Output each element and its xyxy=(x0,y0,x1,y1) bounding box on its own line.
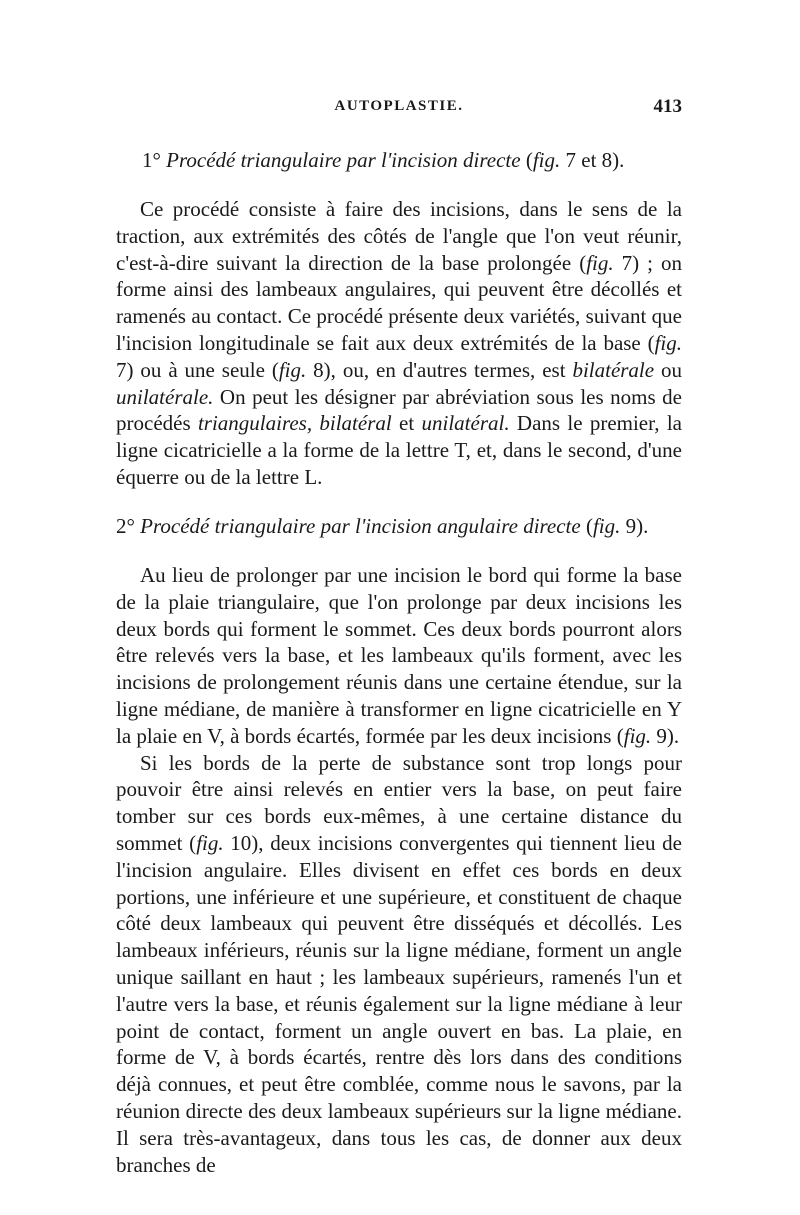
page-header xyxy=(116,98,682,122)
running-head: AUTOPLASTIE. xyxy=(334,98,464,114)
section-heading-2-ref-open: ( xyxy=(580,514,593,538)
section-heading-2-ref-fig: fig. xyxy=(592,514,621,538)
paragraph-2: Au lieu de prolonger par une incision le bord qui forme la base de la plaie triangulaire, que l'on prolonge par deux incisions les deux bords qui forment le sommet. Ces deux bords pourront alors être relevés vers la base, et les lambeaux qu'ils forment, avec les incisions de prolongement réunis dans une certaine étendue, sur la ligne médiane, de manière à transformer en ligne cicatricielle en Y la plaie en V, à bords écartés, formée par les deux incisions (fig. 9). xyxy=(116,563,682,748)
page-number: 413 xyxy=(653,96,682,117)
section-heading-2-ref-rest: 9). xyxy=(620,514,649,538)
section-heading-1 xyxy=(142,148,624,173)
section-heading-2-title: Procédé triangulaire par l'incision angulaire directe xyxy=(140,514,581,538)
paragraph-1-block xyxy=(116,196,682,491)
section-heading-1-ref-fig: fig. xyxy=(532,148,561,172)
section-heading-1-title: Procédé triangulaire par l'incision directe xyxy=(166,148,521,172)
paragraph-1: Ce procédé consiste à faire des incisions, dans le sens de la traction, aux extrémités des côtés de l'angle que l'on veut réunir, c'est-à-dire suivant la direction de la base prolongée (fig. 7) ; on forme ainsi des lambeaux angulaires, qui peuvent être décollés et ramenés au contact. Ce procédé présente deux variétés, suivant que l'incision longitudinale se fait aux deux extrémités de la base (fig. 7) ou à une seule (fig. 8), ou, en d'autres termes, est bilatérale ou unilatérale. On peut les désigner par abréviation sous les noms de procédés triangulaires, bilatéral et unilatéral. Dans le premier, la ligne cicatricielle a la forme de la lettre T, et, dans le second, d'une équerre ou de la lettre L. xyxy=(116,197,683,489)
paragraph-2-3-block xyxy=(116,562,682,1178)
section-heading-1-number: 1° xyxy=(142,148,161,172)
section-heading-1-ref-rest: 7 et 8). xyxy=(560,148,625,172)
section-heading-2 xyxy=(116,514,648,539)
section-heading-1-ref-open: ( xyxy=(520,148,533,172)
paragraph-3: Si les bords de la perte de substance sont trop longs pour pouvoir être ainsi relevés en entier vers la base, on peut faire tomber sur ces bords eux-mêmes, à une certaine distance du sommet (fig. 10), deux incisions convergentes qui tiennent lieu de l'incision angulaire. Elles divisent en effet ces bords en deux portions, une inférieure et une supérieure, et constituent de chaque côté deux lambeaux qui peuvent être disséqués et décollés. Les lambeaux inférieurs, réunis sur la ligne médiane, forment un angle unique saillant en haut ; les lambeaux supérieurs, ramenés l'un et l'autre vers la base, et réunis également sur la ligne médiane à leur point de contact, forment un angle ouvert en bas. La plaie, en forme de V, à bords écartés, rentre dès lors dans des conditions déjà connues, et peut être comblée, comme nous le savons, par la réunion directe des deux lambeaux supérieurs sur la ligne médiane. Il sera très-avantageux, dans tous les cas, de donner aux deux branches de xyxy=(116,750,682,1177)
section-heading-2-number: 2° xyxy=(116,514,135,538)
